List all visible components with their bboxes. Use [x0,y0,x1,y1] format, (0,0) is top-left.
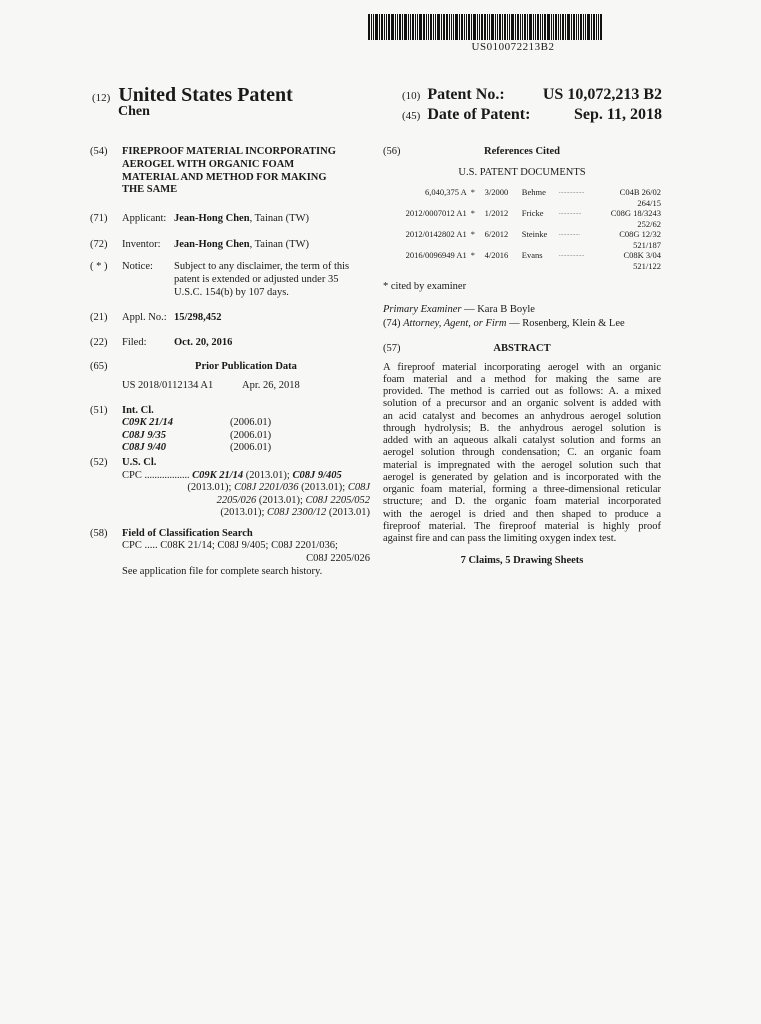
barcode-bar [404,14,407,40]
barcode-bar [517,14,519,40]
barcode-bar [426,14,427,40]
barcode-bar [443,14,445,40]
field-search-section: (58) Field of Classification Search [90,527,253,539]
abstract-line: an acid catalyst and becomes an anhydrous aerogel solution [383,410,661,422]
invention-title: FIREPROOF MATERIAL INCORPORATING AEROGEL WITH ORGANIC FOAM MATERIAL AND METHOD FOR MAKING THE SAME [122,146,336,196]
barcode-number: US010072213B2 [471,41,555,53]
barcode-bar [583,14,584,40]
reference-inventor: Behme [521,187,546,198]
barcode-bar [375,14,378,40]
reference-star: * [470,229,476,240]
abstract-text [383,362,661,546]
barcode-bar [580,14,582,40]
abstract-line: aerogel solution through condensation; C. an organic foam [383,447,661,459]
int-cl-row: C09K 21/14 (2006.01) [122,417,272,429]
barcode-bar [449,14,450,40]
reference-subclass: 252/62 [637,218,661,229]
inventor-surname: Chen [118,104,150,119]
barcode-bar [489,14,490,40]
barcode-bar [491,14,494,40]
reference-subclass: 264/15 [637,197,661,208]
application-number-section: (21) Appl. No.: 15/298,452 [90,312,222,324]
reference-inventor: Evans [521,250,543,261]
barcode-bar [419,14,422,40]
barcode-bar [455,14,458,40]
barcode-bar [555,14,557,40]
abstract-line: provided. The method is carried out as follows: A. a mixed [383,386,661,398]
primary-examiner: Primary Examiner — Kara B Boyle [383,303,535,315]
barcode-bar [459,14,460,40]
reference-date: 1/2012 [484,208,509,219]
reference-inventor: Fricke [521,208,544,219]
barcode-bar [379,14,380,40]
filed-date: Oct. 20, 2016 [174,336,233,348]
prior-publication-date: Apr. 26, 2018 [242,379,300,391]
barcode-bar [417,14,418,40]
notice-section: ( * ) Notice: Subject to any disclaimer, the term of this patent is extended or adjusted under 35 U.S.C. 154(b) by 107 days. [90,261,350,298]
application-number: 15/298,452 [174,312,222,324]
barcode-bar [410,14,411,40]
patent-number-label: Patent No.: [427,86,505,103]
reference-inventor: Steinke [521,229,548,240]
abstract-line: solution of a precursor and an organic solvent is added with [383,398,661,410]
barcode-bar [515,14,516,40]
reference-dots: ............... [558,210,582,217]
barcode-bar [542,14,543,40]
barcode-bar [473,14,476,40]
barcode-bar [435,14,436,40]
barcode-bar [386,14,387,40]
barcode-bar [511,14,514,40]
kind-code: (12) [92,92,111,104]
applicant-section: (71) Applicant: Jean-Hong Chen, Tainan (TW) [90,213,309,225]
barcode-bar [562,14,564,40]
reference-row [383,208,661,219]
reference-subclass: 521/122 [633,260,661,271]
barcode-bar [384,14,385,40]
barcode-bar [502,14,503,40]
int-cl-heading: Int. Cl. [122,404,154,416]
barcode-bar [535,14,536,40]
barcode-bar [437,14,440,40]
barcode-bar [395,14,396,40]
barcode-bar [466,14,467,40]
barcode-bar [446,14,448,40]
reference-date: 6/2012 [484,229,509,240]
reference-star: * [470,208,476,219]
barcode-bar [479,14,480,40]
reference-class: C08K 3/04 [623,250,661,261]
abstract-line: against fire and can pass the limiting oxygen index test. [383,533,617,545]
barcode-bar [533,14,534,40]
barcode-bar [481,14,483,40]
reference-class: C08G 18/3243 [610,208,661,219]
abstract-line: organic foam material, forming a three-dimensional reticular [383,484,661,496]
barcode-bar [461,14,463,40]
reference-date: 4/2016 [484,250,509,261]
abstract-line: structure; and D. the organic foam material incorporated [383,496,661,508]
reference-subclass: 521/187 [633,239,661,250]
barcode-bar [433,14,434,40]
abstract-line: through hydrolysis; B. the anhydrous aerogel solution is [383,422,661,434]
barcode-bar [397,14,398,40]
reference-subclass-row [383,219,661,230]
abstract-heading: ABSTRACT [493,342,551,354]
barcode-bar [368,14,370,40]
abstract-line: foam material and a method for making the same are [383,373,661,385]
reference-date: 3/2000 [484,187,509,198]
right-column [383,146,661,568]
patent-date-row: (45) Date of Patent: Sep. 11, 2018 [402,106,662,123]
left-column [90,146,370,578]
barcode-bar [464,14,465,40]
patent-heading: United States Patent [118,84,293,106]
barcode-bar [520,14,521,40]
barcode-bar [373,14,374,40]
notice-text: Subject to any disclaimer, the term of this patent is extended or adjusted under 35 U.S.C. 154(b) by 107 days. [174,261,350,298]
inventor-name: Jean-Hong Chen [174,238,250,250]
abstract-line: with the aerogel is dried and then shaped to produce a [383,508,661,520]
barcode-bar [522,14,523,40]
reference-dots: ................. [558,189,585,196]
reference-class: C04B 26/02 [619,187,661,198]
barcode-bar [553,14,554,40]
barcode-bar [499,14,501,40]
int-cl-row: C08J 9/40 (2006.01) [122,442,272,454]
barcode-image [368,14,658,40]
references-section: (56) References Cited [383,146,661,159]
barcode-bar [471,14,472,40]
reference-subclass-row [383,198,661,209]
barcode-bar [573,14,575,40]
barcode-bar [415,14,416,40]
claims-summary: 7 Claims, 5 Drawing Sheets [460,555,584,567]
references-heading: References Cited [484,146,560,157]
reference-row [383,187,661,198]
barcode-bar [565,14,566,40]
applicant-name: Jean-Hong Chen [174,213,250,225]
barcode-bar [428,14,429,40]
abstract-line: added with an aqueous alkali catalyst solution and forms an [383,435,661,447]
prior-publication-row [90,380,370,393]
reference-row [383,250,661,261]
abstract-line: A fireproof material incorporating aerogel with an organic [383,361,661,373]
barcode-bar [391,14,394,40]
barcode-bar [484,14,486,40]
filed-section: (22) Filed: Oct. 20, 2016 [90,336,233,348]
reference-class: C08G 12/32 [619,229,661,240]
barcode-bar [507,14,508,40]
abstract-line: material is impregnated with the aerogel solution such that [383,459,661,471]
barcode-bar [529,14,532,40]
reference-dots: .............. [558,231,580,238]
barcode-bar [388,14,390,40]
barcode-bar [504,14,506,40]
barcode-bar [560,14,561,40]
reference-dots: ................. [558,252,585,259]
barcode-bar [423,14,425,40]
barcode-bar [591,14,592,40]
barcode-bar [547,14,550,40]
barcode-bar [430,14,432,40]
barcode-bar [468,14,470,40]
barcode-bar [381,14,383,40]
barcode-bar [441,14,442,40]
field-search-body: CPC ..... C08K 21/14; C08J 9/405; C08J 2201/036; C08J 2205/026 See application file for complete search history. [122,540,370,577]
barcode-bar [587,14,590,40]
barcode-bar [576,14,577,40]
reference-number: 2012/0142802 A1 [405,229,467,240]
barcode-bar [451,14,452,40]
field-search-heading: Field of Classification Search [122,527,253,539]
us-cl-section: (52) U.S. Cl. [90,456,157,468]
patent-number-row: (10) Patent No.: US 10,072,213 B2 [402,86,662,103]
reference-number: 2012/0007012 A1 [405,208,467,219]
reference-star: * [470,250,476,261]
barcode-bar [402,14,403,40]
reference-number: 2016/0096949 A1 [405,250,467,261]
barcode-bar [399,14,401,40]
reference-row [383,229,661,240]
barcode-bar [558,14,559,40]
reference-number: 6,040,375 A [424,187,467,198]
barcode-bar [540,14,541,40]
barcode-bar [453,14,454,40]
references-table [383,187,661,271]
abstract-line: fireproof material. The fireproof material is highly proof [383,520,661,532]
abstract-section: (57) ABSTRACT [383,343,661,356]
reference-star: * [470,187,476,198]
barcode-bar [537,14,539,40]
barcode-bar [551,14,552,40]
barcode-bar [571,14,572,40]
title-section: (54) FIREPROOF MATERIAL INCORPORATING AEROGEL WITH ORGANIC FOAM MATERIAL AND METHOD FOR MAKING THE SAME [90,146,336,196]
barcode-bar [408,14,409,40]
us-patent-docs-heading: U.S. PATENT DOCUMENTS [458,166,586,178]
barcode-bar [487,14,488,40]
prior-publication-section: (65) Prior Publication Data [90,361,370,374]
barcode-bar [598,14,599,40]
abstract-line: aerogel is generated by gelation and is incorporated with the [383,471,661,483]
barcode-bar [600,14,602,40]
barcode-bar [567,14,570,40]
reference-subclass-row [383,240,661,251]
attorney: (74) Attorney, Agent, or Firm — Rosenberg, Klein & Lee [383,318,625,330]
barcode-bar [477,14,478,40]
barcode-bar [497,14,498,40]
us-cl-cpc: CPC .................. C09K 21/14 (2013.01); C08J 9/405 (2013.01); C08J 2201/036 (2013.01); C08J 2205/026 (2013.01); C08J 2205/052 (2013.01); C08J 2300/12 (2013.01) [122,469,370,519]
us-cl-heading: U.S. Cl. [122,456,157,468]
barcode-bar [578,14,579,40]
barcode-bar [527,14,528,40]
barcode-bar [371,14,372,40]
barcode-bar [509,14,510,40]
int-cl-list [122,417,370,455]
barcode-bar [412,14,414,40]
barcode-bar [544,14,546,40]
barcode-bar [593,14,595,40]
patent-date-value: Sep. 11, 2018 [573,106,662,123]
prior-publication-heading: Prior Publication Data [195,361,297,373]
int-cl-section: (51) Int. Cl. [90,404,154,416]
barcode-bar [585,14,586,40]
int-cl-row: C08J 9/35 (2006.01) [122,429,272,441]
barcode-bar [495,14,496,40]
barcode-bar [596,14,597,40]
patent-date-label: Date of Patent: [427,106,531,123]
prior-publication-number: US 2018/0112134 A1 [122,379,214,391]
inventor-section: (72) Inventor: Jean-Hong Chen, Tainan (TW) [90,238,309,250]
reference-subclass-row [383,261,661,272]
patent-number-value: US 10,072,213 B2 [542,86,662,103]
cited-by-note: * cited by examiner [383,281,467,293]
barcode-bar [524,14,526,40]
